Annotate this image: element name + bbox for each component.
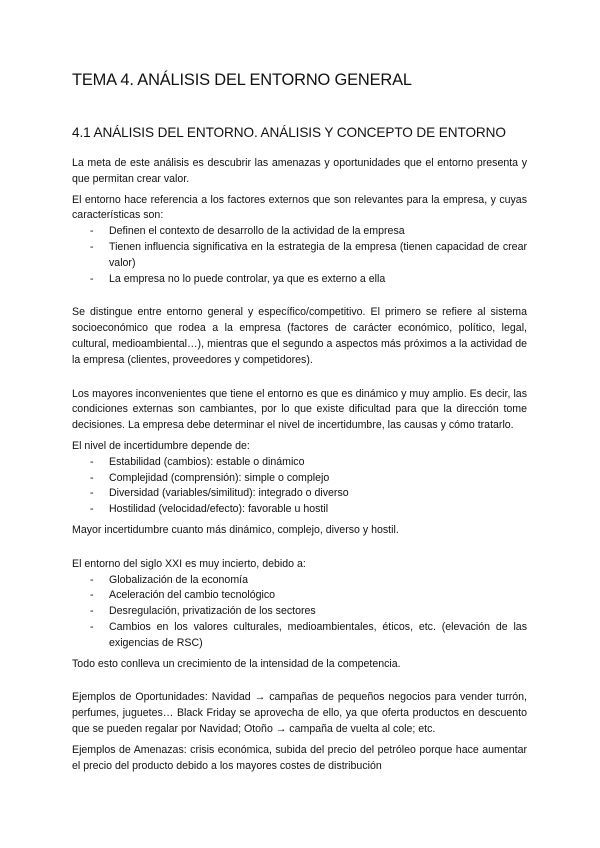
list-item: - La empresa no lo puede controlar, ya que es externo a ella <box>72 272 527 288</box>
causes-list <box>72 573 527 652</box>
list-item: - Desregulación, privatización de los sectores <box>72 604 527 620</box>
document-body <box>72 156 527 774</box>
paragraph-21st-century: El entorno del siglo XXI es muy incierto, debido a: <box>72 557 306 570</box>
paragraph-opportunities-examples: Ejemplos de Oportunidades: Navidad → campañas de pequeños negocios para vender turrón, perfumes, juguetes… Black Friday se aprovecha de ello, ya que oferta productos en descuento que se pueden regalar por Navidad; Otoño → campaña de vuelta al cole; etc. <box>72 691 527 735</box>
paragraph-environment-definition: El entorno hace referencia a los factores externos que son relevantes para la empresa, y cuyas características son: <box>72 193 527 222</box>
uncertainty-factors-list <box>72 455 527 518</box>
page-title: TEMA 4. ANÁLISIS DEL ENTORNO GENERAL <box>72 71 412 89</box>
paragraph-uncertainty-intro: El nivel de incertidumbre depende de: <box>72 439 250 452</box>
list-item: - Definen el contexto de desarrollo de la actividad de la empresa <box>72 224 527 240</box>
list-item: - Aceleración del cambio tecnológico <box>72 588 527 604</box>
list-item: - Cambios en los valores culturales, medioambientales, éticos, etc. (elevación de las exigencias de RSC) <box>72 620 527 652</box>
list-item: - Tienen influencia significativa en la estrategia de la empresa (tienen capacidad de crear valor) <box>72 240 527 272</box>
paragraph-goal: La meta de este análisis es descubrir las amenazas y oportunidades que el entorno presenta y que permitan crear valor. <box>72 157 527 185</box>
list-item: - Complejidad (comprensión): simple o complejo <box>72 471 527 487</box>
section-heading: 4.1 ANÁLISIS DEL ENTORNO. ANÁLISIS Y CONCEPTO DE ENTORNO <box>72 125 506 140</box>
paragraph-threats-examples: Ejemplos de Amenazas: crisis económica, subida del precio del petróleo porque hace aumentar el precio del producto debido a los mayores costes de distribución <box>72 743 527 772</box>
list-item: - Hostilidad (velocidad/efecto): favorable u hostil <box>72 502 527 518</box>
paragraph-general-vs-specific: Se distingue entre entorno general y específico/competitivo. El primero se refiere al sistema socioeconómico que rodea a la empresa (factores de carácter económico, político, legal, cultural, medioambiental…), mientras que el segundo a aspectos más próximos a la actividad de la empresa (clientes, proveedores y competidores). <box>72 306 527 366</box>
paragraph-drawbacks: Los mayores inconvenientes que tiene el entorno es que es dinámico y muy amplio. Es decir, las condiciones externas son cambiantes, por lo que existe dificultad para que la dirección tome decisiones. La empresa debe determinar el nivel de incertidumbre, las causas y cómo tratarlo. <box>72 387 527 432</box>
list-item: - Globalización de la economía <box>72 573 527 589</box>
paragraph-uncertainty-summary: Mayor incertidumbre cuanto más dinámico, complejo, diverso y hostil. <box>72 523 399 536</box>
list-item: - Diversidad (variables/similitud): integrado o diverso <box>72 486 527 502</box>
list-item: - Estabilidad (cambios): estable o dinámico <box>72 455 527 471</box>
paragraph-competition: Todo esto conlleva un crecimiento de la intensidad de la competencia. <box>72 657 401 670</box>
characteristics-list <box>72 224 527 287</box>
